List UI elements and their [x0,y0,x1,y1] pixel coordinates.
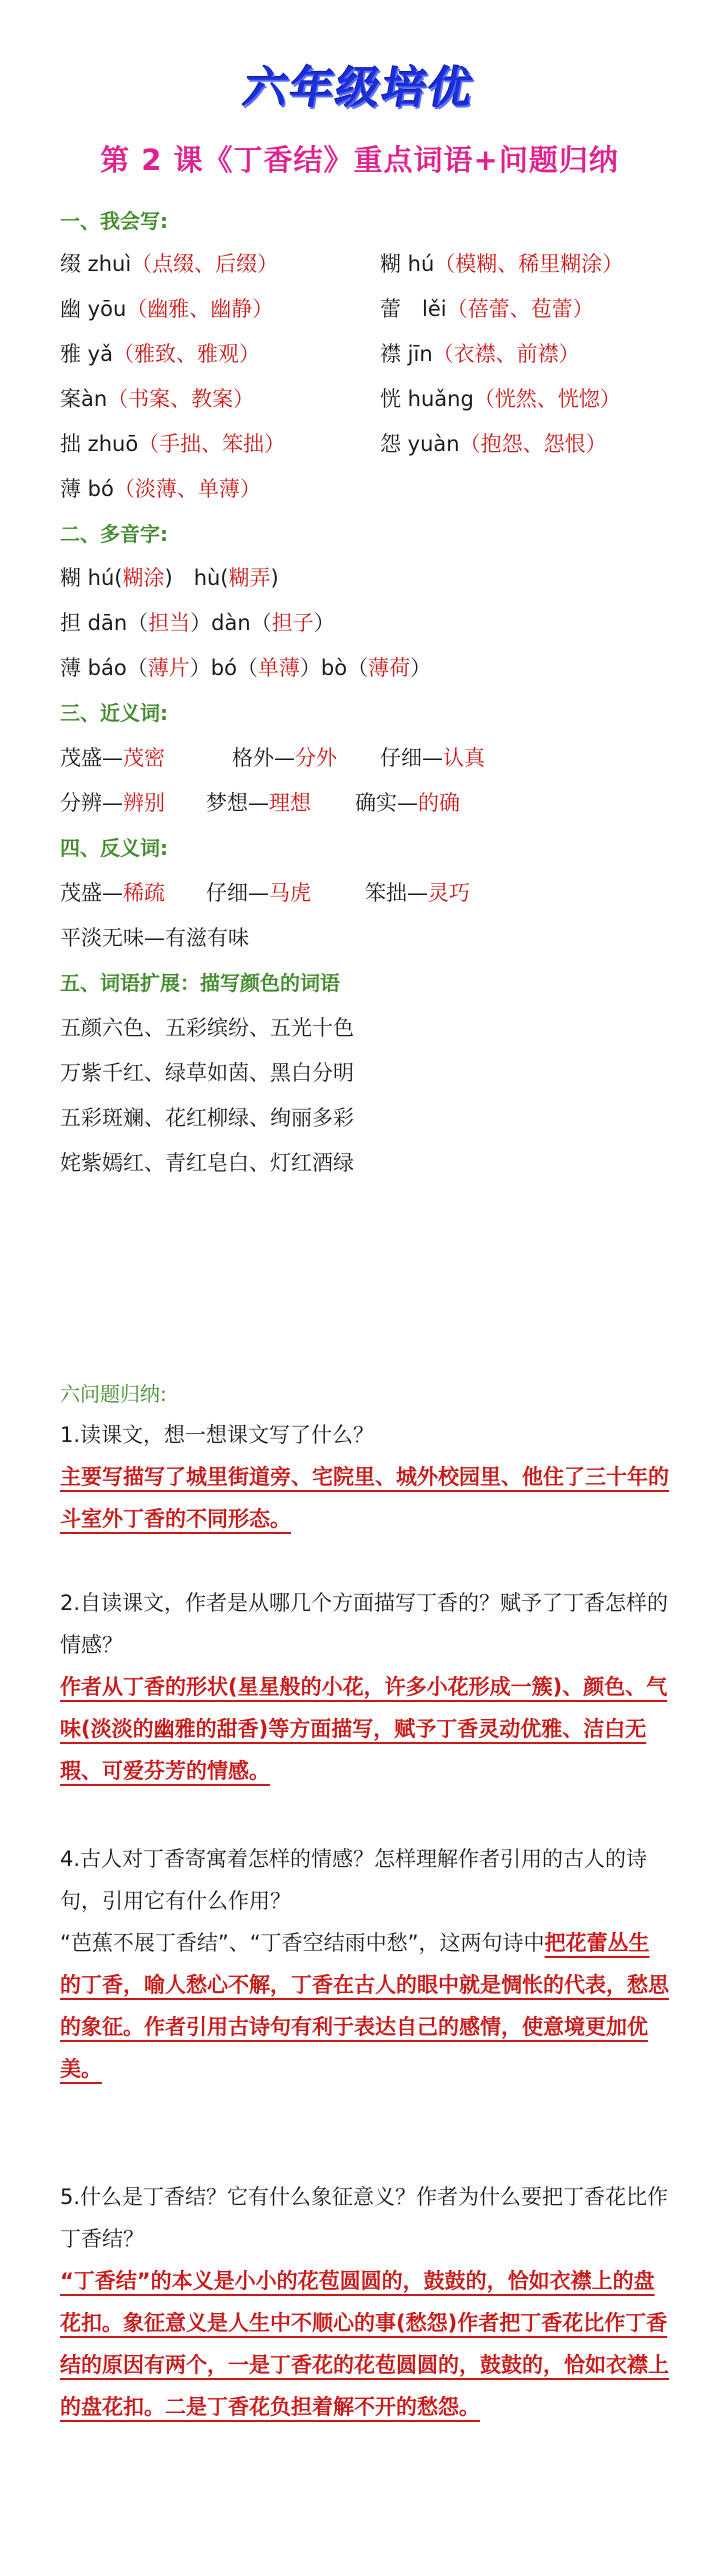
word-entry: 缀 zhuì（点缀、后缀） [60,252,279,276]
synonym-pair: 仔细—认真 [380,746,485,770]
answer-2: 作者从丁香的形状(星星般的小花，许多小花形成一簇)、颜色、气味(淡淡的幽雅的甜香)等方面描写，赋予丁香灵动优雅、洁白无瑕、可爱芬芳的情感。 [60,1675,668,1783]
polyphonic-row: 担 dān（担当）dàn（担子） [60,611,335,635]
antonym-pair: 茂盛—稀疏 [60,881,165,905]
word-entry: 怨 yuàn（抱怨、怨恨） [380,432,607,456]
antonym-pair: 平淡无味—有滋有味 [60,926,249,950]
color-words-row: 五彩斑斓、花红柳绿、绚丽多彩 [60,1106,354,1130]
color-words-row: 姹紫嫣红、青红皂白、灯红酒绿 [60,1151,354,1175]
word-entry: 恍 huǎng（恍然、恍惚） [380,387,621,411]
polyphonic-row: 糊 hú(糊涂) hù(糊弄) [60,566,279,590]
section-heading-color-words: 五、词语扩展：描写颜色的词语 [60,971,340,995]
antonym-pair: 仔细—马虎 [206,881,311,905]
word-entry: 幽 yōu（幽雅、幽静） [60,297,274,321]
antonym-pair: 笨拙—灵巧 [365,881,470,905]
color-words-row: 万紫千红、绿草如茵、黑白分明 [60,1061,354,1085]
answer-1: 主要写描写了城里街道旁、宅院里、城外校园里、他住了三十年的斗室外丁香的不同形态。 [60,1465,669,1531]
synonym-pair: 格外—分外 [232,746,337,770]
question-5: 5.什么是丁香结？它有什么象征意义？作者为什么要把丁香花比作丁香结？ [60,2185,669,2251]
question-1: 1.读课文，想一想课文写了什么？ [60,1423,375,1447]
synonym-pair: 分辨—辨别 [60,791,165,815]
section-heading-questions: 六问题归纳: [60,1382,167,1406]
section-heading-synonyms: 三、近义词: [60,701,168,725]
answer-5: “丁香结”的本义是小小的花苞圆圆的，鼓鼓的，恰如衣襟上的盘花扣。象征意义是人生中不顺心的事(愁怨)作者把丁香花比作丁香结的原因有两个，一是丁香花的花苞圆圆的，鼓鼓的，恰如衣襟上的盘花扣。二是丁香花负担着解不开的愁怨。 [60,2269,669,2419]
page-title: 第 2 课《丁香结》重点词语+问题归纳 [100,143,619,177]
question-2: 2.自读课文，作者是从哪几个方面描写丁香的？赋予了丁香怎样的情感？ [60,1591,669,1657]
synonym-pair: 梦想—理想 [206,791,311,815]
word-entry: 蕾 lěi（蓓蕾、苞蕾） [380,297,594,321]
question-4: 4.古人对丁香寄寓着怎样的情感？怎样理解作者引用的古人的诗句，引用它有什么作用？ [60,1847,648,1913]
word-entry: 雅 yǎ（雅致、雅观） [60,342,260,366]
word-entry: 拙 zhuō（手拙、笨拙） [60,432,286,456]
section-heading-polyphonic: 二、多音字: [60,522,168,546]
color-words-row: 五颜六色、五彩缤纷、五光十色 [60,1016,354,1040]
word-entry: 糊 hú（模糊、稀里糊涂） [380,252,624,276]
section-heading-antonyms: 四、反义词: [60,836,168,860]
polyphonic-row: 薄 báo（薄片）bó（单薄）bò（薄荷） [60,656,432,680]
word-entry: 案àn（书案、教案） [60,387,255,411]
synonym-pair: 确实—的确 [355,791,460,815]
answer-4: “芭蕉不展丁香结”、“丁香空结雨中愁”，这两句诗中把花蕾丛生的丁香，喻人愁心不解，丁香在古人的眼中就是惆怅的代表，愁思的象征。作者引用古诗句有利于表达自己的感情，使意境更加优美。 [60,1931,669,2081]
word-entry: 薄 bó（淡薄、单薄） [60,477,261,501]
word-entry: 襟 jīn（衣襟、前襟） [380,342,580,366]
section-heading-write: 一、我会写: [60,209,168,233]
brand-logo: 六年级培优 [239,63,479,114]
synonym-pair: 茂盛—茂密 [60,746,165,770]
